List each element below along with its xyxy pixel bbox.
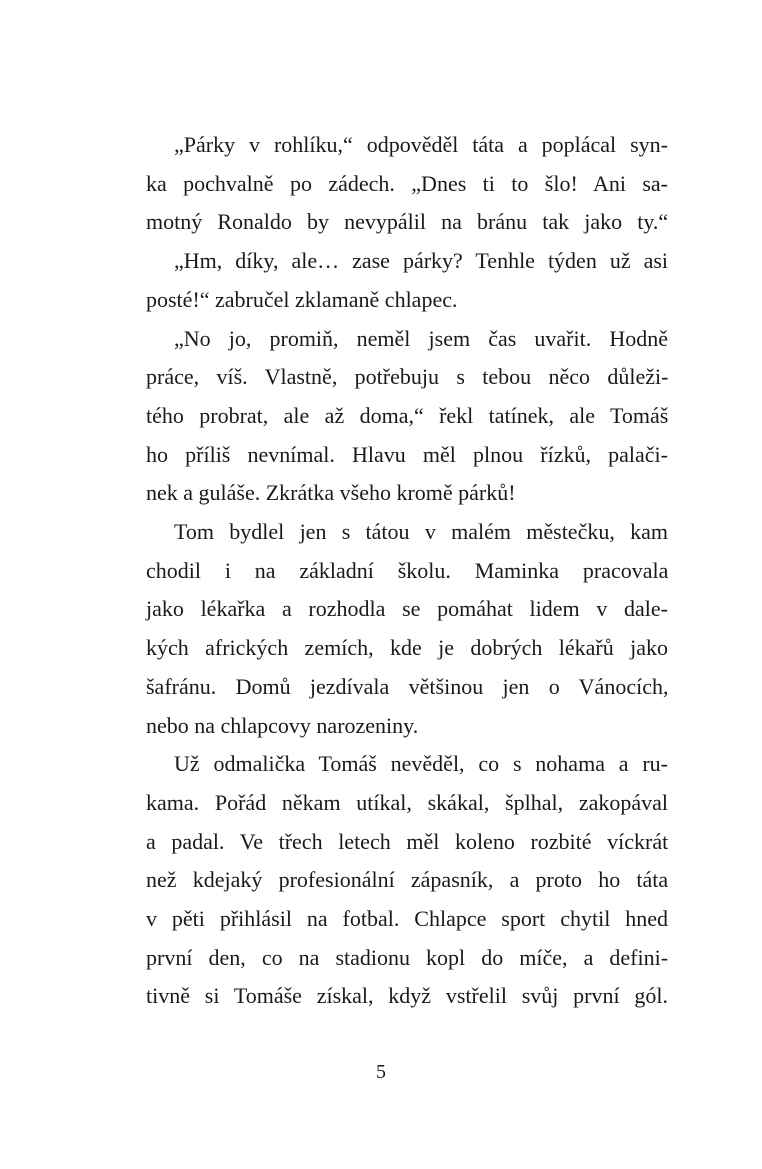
paragraph-1 — [118, 126, 668, 242]
text-line: motný Ronaldo by nevypálil na bránu tak jako ty.“ — [146, 209, 669, 235]
text-line: Už odmalička Tomáš nevěděl, co s nohama a ru- — [174, 751, 668, 777]
text-line: ka pochvalně po zádech. „Dnes ti to šlo! Ani sa- — [146, 170, 668, 196]
text-line: nebo na chlapcovy narozeniny. — [146, 712, 419, 738]
text-line: „No jo, promiň, neměl jsem čas uvařit. Hodně — [174, 325, 668, 351]
text-line: posté!“ zabručel zklamaně chlapec. — [146, 286, 458, 312]
text-line: šafránu. Domů jezdívala většinou jen o Vánocích, — [146, 673, 669, 699]
book-page-text — [118, 126, 668, 1016]
paragraph-5 — [118, 745, 668, 1016]
text-line: práce, víš. Vlastně, potřebuju s tebou něco důleži- — [146, 364, 669, 390]
page-number: 5 — [376, 1061, 386, 1083]
text-line: Tom bydlel jen s tátou v malém městečku, kam — [174, 519, 668, 545]
text-line: „Hm, díky, ale… zase párky? Tenhle týden už asi — [174, 248, 669, 274]
text-line: kých afrických zemích, kde je dobrých lékařů jako — [146, 635, 668, 661]
text-line: „Párky v rohlíku,“ odpověděl táta a poplácal syn- — [174, 132, 668, 157]
text-line: chodil i na základní školu. Maminka pracovala — [146, 557, 669, 583]
text-line: než kdejaký profesionální zápasník, a proto ho táta — [146, 867, 669, 893]
text-line: ho příliš nevnímal. Hlavu měl plnou řízků, palači- — [146, 441, 668, 467]
text-line: tivně si Tomáše získal, když vstřelil svůj první gól. — [146, 983, 668, 1009]
paragraph-2 — [118, 242, 668, 319]
paragraph-3 — [118, 320, 668, 514]
text-line: jako lékařka a rozhodla se pomáhat lidem v dale- — [146, 596, 668, 622]
text-line: nek a guláše. Zkrátka všeho kromě párků! — [146, 480, 516, 506]
text-line: kama. Pořád někam utíkal, skákal, šplhal, zakopával — [146, 789, 668, 815]
text-line: v pěti přihlásil na fotbal. Chlapce sport chytil hned — [146, 906, 668, 932]
text-line: první den, co na stadionu kopl do míče, a defini- — [146, 944, 669, 970]
text-line: tého probrat, ale až doma,“ řekl tatínek, ale Tomáš — [146, 402, 669, 428]
text-line: a padal. Ve třech letech měl koleno rozbité víckrát — [146, 828, 669, 854]
paragraph-4 — [118, 513, 668, 745]
